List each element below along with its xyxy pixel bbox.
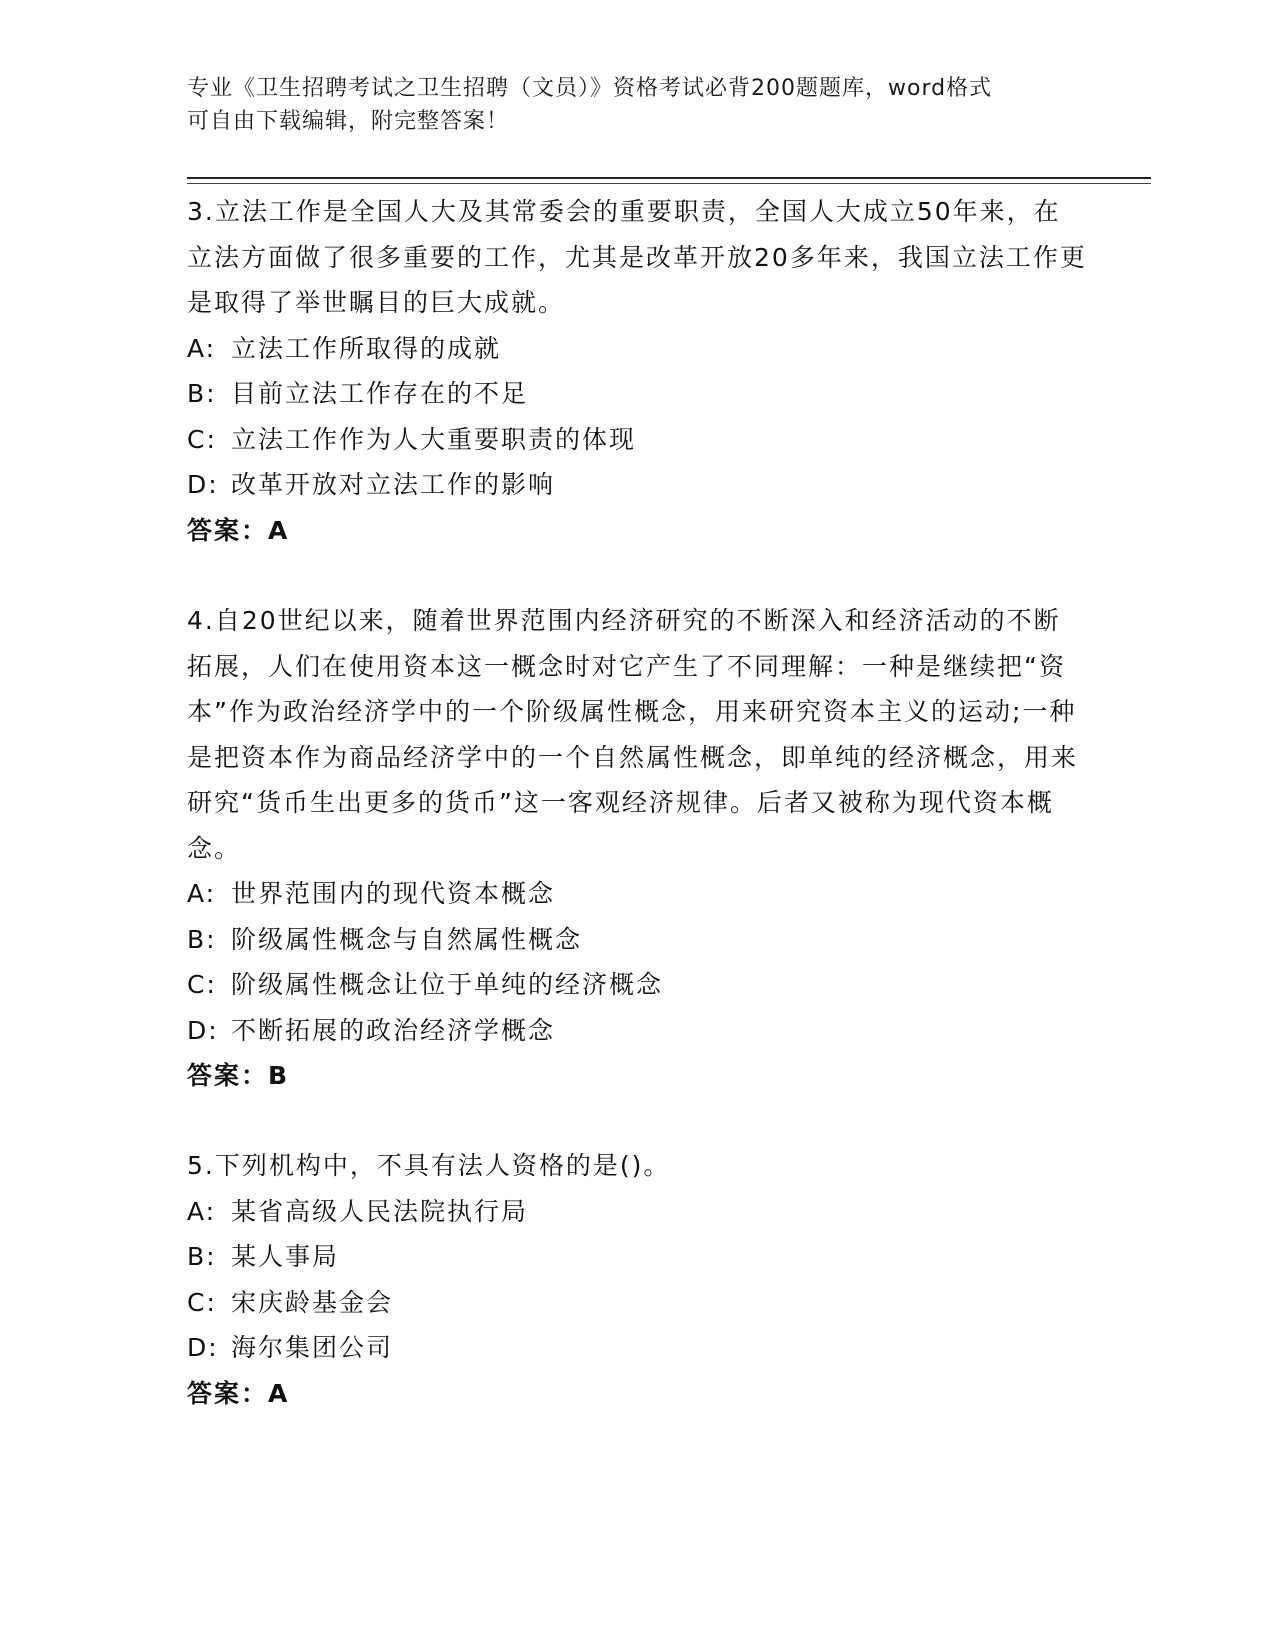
option-letter: D: xyxy=(187,1333,219,1362)
question-stem: 5.下列机构中，不具有法人资格的是()。 xyxy=(187,1151,671,1180)
option-text: 目前立法工作存在的不足 xyxy=(231,379,529,408)
option-letter: C: xyxy=(187,970,217,999)
option-letter: C: xyxy=(187,1287,217,1317)
option-c xyxy=(187,417,1087,463)
option-letter: D: xyxy=(187,1015,219,1045)
option-letter: B: xyxy=(187,1242,217,1271)
document-header xyxy=(187,72,1067,138)
option-letter: A: xyxy=(187,333,217,363)
option-b xyxy=(187,1234,1087,1280)
option-d xyxy=(187,1008,1087,1054)
answer-label: 答案：B xyxy=(187,1061,290,1090)
option-c xyxy=(187,1280,1087,1326)
question-stem: 3.立法工作是全国人大及其常委会的重要职责，全国人大成立50年来，在立法方面做了很多重要的工作，尤其是改革开放20多年来，我国立法工作更是取得了举世瞩目的巨大成就。 xyxy=(187,197,1087,317)
option-text: 阶级属性概念与自然属性概念 xyxy=(231,924,583,954)
option-letter: B: xyxy=(187,924,217,954)
option-c xyxy=(187,962,1087,1008)
option-a xyxy=(187,326,1087,372)
option-a xyxy=(187,871,1087,917)
header-line-2: 可自由下载编辑，附完整答案！ xyxy=(187,109,510,134)
option-letter: B: xyxy=(187,379,217,408)
answer-label: 答案：A xyxy=(187,515,290,545)
option-a xyxy=(187,1189,1087,1235)
option-text: 某人事局 xyxy=(231,1242,340,1271)
option-text: 立法工作作为人大重要职责的体现 xyxy=(231,424,637,454)
option-b xyxy=(187,917,1087,963)
option-letter: D: xyxy=(187,470,219,499)
question-stem: 4.自20世纪以来，随着世界范围内经济研究的不断深入和经济活动的不断拓展，人们在使用资本这一概念时对它产生了不同理解：一种是继续把“资本”作为政治经济学中的一个阶级属性概念，用来研究资本主义的运动;一种是把资本作为商品经济学中的一个自然属性概念，即单纯的经济概念，用来研究“货币生出更多的货币”这一客观经济规律。后者又被称为现代资本概念。 xyxy=(187,606,1079,863)
option-text: 改革开放对立法工作的影响 xyxy=(231,470,556,499)
option-text: 立法工作所取得的成就 xyxy=(231,333,502,363)
option-text: 某省高级人民法院执行局 xyxy=(231,1196,529,1226)
header-divider-thin xyxy=(187,183,1151,184)
header-divider-thick xyxy=(187,177,1151,179)
option-text: 世界范围内的现代资本概念 xyxy=(231,879,556,908)
question-5 xyxy=(187,1143,1087,1416)
option-letter: C: xyxy=(187,424,217,454)
option-d xyxy=(187,1325,1087,1371)
option-b xyxy=(187,371,1087,417)
option-text: 不断拓展的政治经济学概念 xyxy=(231,1015,556,1045)
option-letter: A: xyxy=(187,879,217,908)
answer-label: 答案：A xyxy=(187,1378,290,1408)
option-letter: A: xyxy=(187,1196,217,1226)
question-4 xyxy=(187,598,1087,1099)
option-text: 宋庆龄基金会 xyxy=(231,1287,394,1317)
question-3 xyxy=(187,189,1087,553)
header-line-1: 专业《卫生招聘考试之卫生招聘（文员）》资格考试必背200题题库，word格式 xyxy=(187,76,993,101)
option-text: 阶级属性概念让位于单纯的经济概念 xyxy=(231,970,664,999)
option-d xyxy=(187,462,1087,508)
option-text: 海尔集团公司 xyxy=(231,1333,394,1362)
